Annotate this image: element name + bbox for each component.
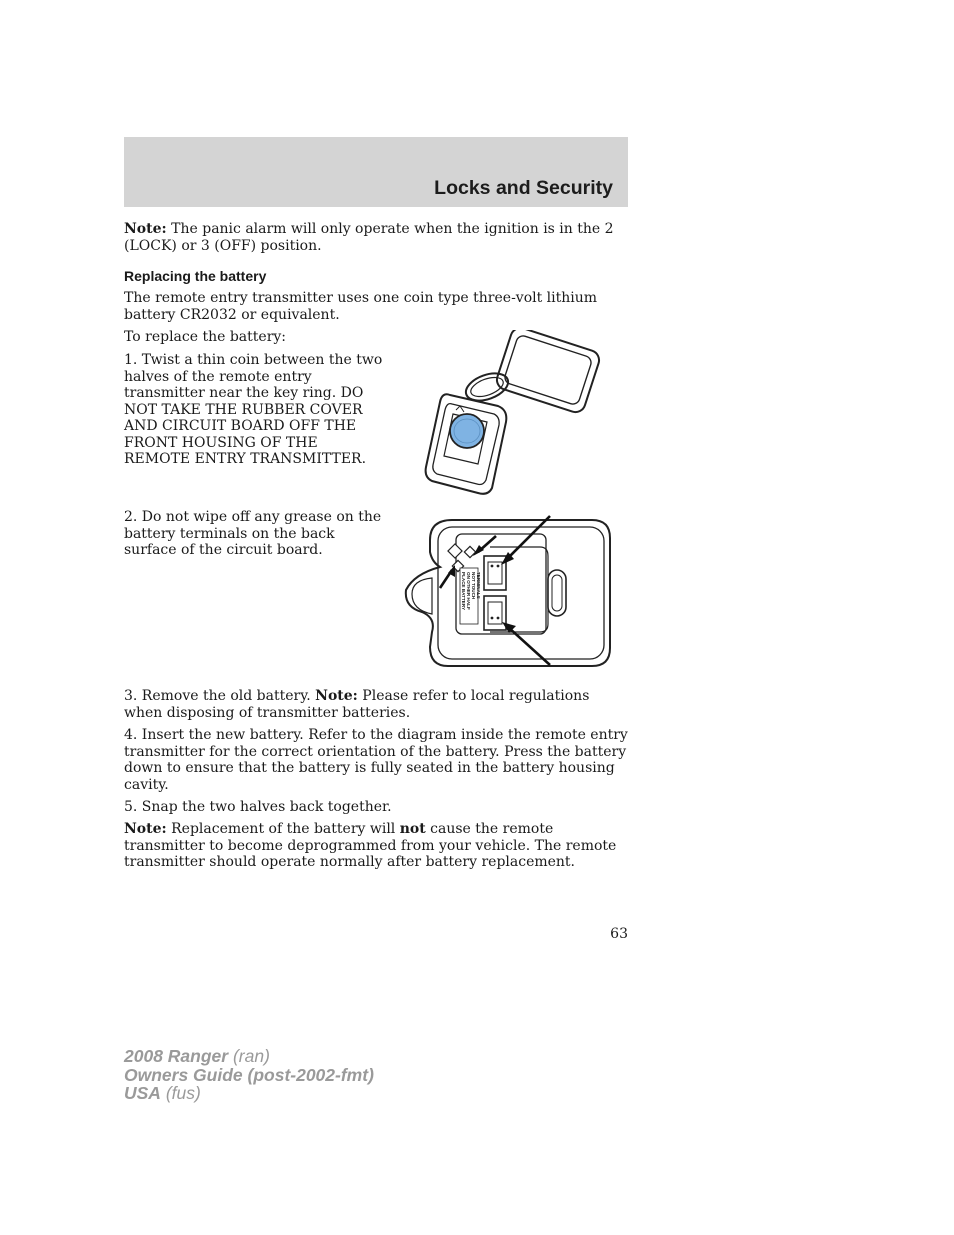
final-note <box>124 821 628 871</box>
final-note-text-after: cause the remote transmitter to become deprogrammed from your vehicle. The remote transmitter should operate normally after battery replacement. <box>124 821 617 870</box>
section-title: Locks and Security <box>434 177 613 199</box>
page-number: 63 <box>610 926 628 942</box>
label-line-4: TERMINALS <box>476 572 481 599</box>
section-header-band <box>124 137 628 207</box>
footer-line-1 <box>124 1047 374 1066</box>
step-3-main: 3. Remove the old battery. <box>124 688 316 704</box>
step-3-text <box>124 688 628 721</box>
button-slot <box>548 570 566 616</box>
key-tag <box>494 330 601 415</box>
step-2-text: 2. Do not wipe off any grease on the battery terminals on the back surface of the circuit board. <box>124 509 382 558</box>
footer-line-3 <box>124 1084 374 1103</box>
footer-market: USA <box>124 1083 161 1103</box>
footer-model: 2008 Ranger <box>124 1046 229 1066</box>
step-3-note-label: Note: <box>315 688 358 704</box>
footer-line-2 <box>124 1066 374 1085</box>
label-line-3: NOT TOUCH <box>471 572 476 600</box>
step-1-text: 1. Twist a thin coin between the two halves of the remote entry transmitter near the key ring. DO NOT TAKE THE RUBBER COVER AND CIRCUIT BOARD OFF THE FRONT HOUSING OF THE REMOTE ENTRY TRANSMITTER. <box>124 352 383 467</box>
subsection-heading: Replacing the battery <box>124 268 267 284</box>
battery-terminal-top <box>484 556 506 590</box>
label-line-1: PLACE BATTERY <box>461 572 466 611</box>
footer-market-code: (fus) <box>160 1083 201 1103</box>
final-note-text-before: Replacement of the battery will <box>166 821 400 837</box>
footer-model-code: (ran) <box>228 1046 270 1066</box>
label-line-2: ON OTHER HALF <box>466 572 471 610</box>
circuit-board-illustration <box>400 512 615 672</box>
step-5-text: 5. Snap the two halves back together. <box>124 799 392 815</box>
step-3-note-text: Please refer to local regulations when disposing of transmitter batteries. <box>124 688 590 721</box>
lead-in-text: To replace the battery: <box>124 329 287 345</box>
final-note-emphasis: not <box>399 821 426 837</box>
note-text: The panic alarm will only operate when the ignition is in the 2 (LOCK) or 3 (OFF) position. <box>124 221 614 254</box>
note-label: Note: <box>124 221 167 237</box>
step-4-text: 4. Insert the new battery. Refer to the diagram inside the remote entry transmitter for the correct orientation of the battery. Press the battery down to ensure that the battery is fully seated in the battery housing cavity. <box>124 727 628 793</box>
final-note-label: Note: <box>124 821 167 837</box>
battery-terminal-bottom <box>484 596 506 630</box>
document-footer <box>124 1047 374 1103</box>
transmitter-back-housing <box>406 520 610 666</box>
key-fob-illustration <box>420 330 610 495</box>
footer-guide-type: Owners Guide (post-2002-fmt) <box>124 1064 374 1085</box>
intro-note <box>124 221 628 254</box>
battery-description: The remote entry transmitter uses one coin type three-volt lithium battery CR2032 or equivalent. <box>124 290 598 323</box>
